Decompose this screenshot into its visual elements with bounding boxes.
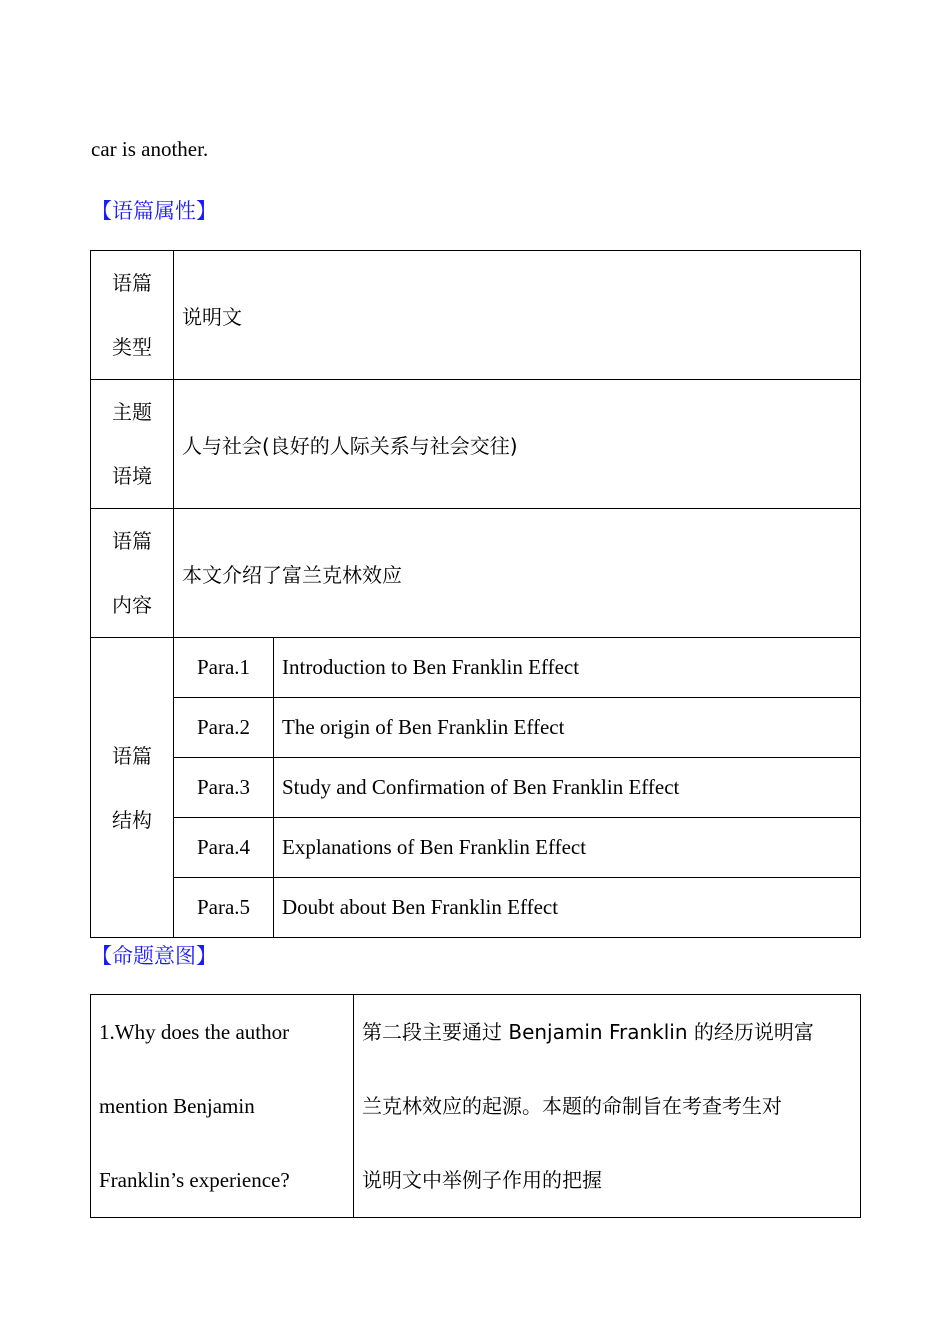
attr-label-type: 语篇 类型 [91,251,174,380]
answer-line: 第二段主要通过 Benjamin Franklin 的经历说明富 [362,1020,814,1044]
para-description: Doubt about Ben Franklin Effect [274,878,861,938]
question-line: Franklin’s experience? [99,1168,290,1192]
attr-value-type: 说明文 [174,251,861,380]
attr-label-content: 语篇 内容 [91,509,174,638]
attr-label-structure: 语篇 结构 [91,638,174,938]
answer-line: 兰克林效应的起源。本题的命制旨在考查考生对 [362,1094,782,1118]
attr-value-theme: 人与社会(良好的人际关系与社会交往) [174,380,861,509]
question-line: 1.Why does the author [99,1020,290,1044]
attr-row-type [91,251,861,380]
attr-value-content: 本文介绍了富兰克林效应 [174,509,861,638]
section-title-attributes: 【语篇属性】 [91,199,217,223]
question-cell [91,995,354,1218]
intent-table [90,994,861,1218]
attr-label-theme: 主题 语境 [91,380,174,509]
intent-row [91,995,861,1218]
structure-row [91,878,861,938]
attributes-table [90,250,861,938]
structure-row [91,698,861,758]
para-label: Para.3 [174,758,274,818]
structure-row [91,638,861,698]
para-label: Para.4 [174,818,274,878]
para-label: Para.2 [174,698,274,758]
para-label: Para.1 [174,638,274,698]
attr-row-content [91,509,861,638]
structure-row [91,818,861,878]
attr-row-theme [91,380,861,509]
para-description: Explanations of Ben Franklin Effect [274,818,861,878]
structure-row [91,758,861,818]
para-description: Introduction to Ben Franklin Effect [274,638,861,698]
answer-cell [354,995,861,1218]
para-description: Study and Confirmation of Ben Franklin Effect [274,758,861,818]
para-description: The origin of Ben Franklin Effect [274,698,861,758]
question-line: mention Benjamin [99,1094,255,1118]
para-label: Para.5 [174,878,274,938]
section-title-intent: 【命题意图】 [91,944,217,968]
lead-text: car is another. [91,137,209,161]
answer-line: 说明文中举例子作用的把握 [362,1168,602,1192]
